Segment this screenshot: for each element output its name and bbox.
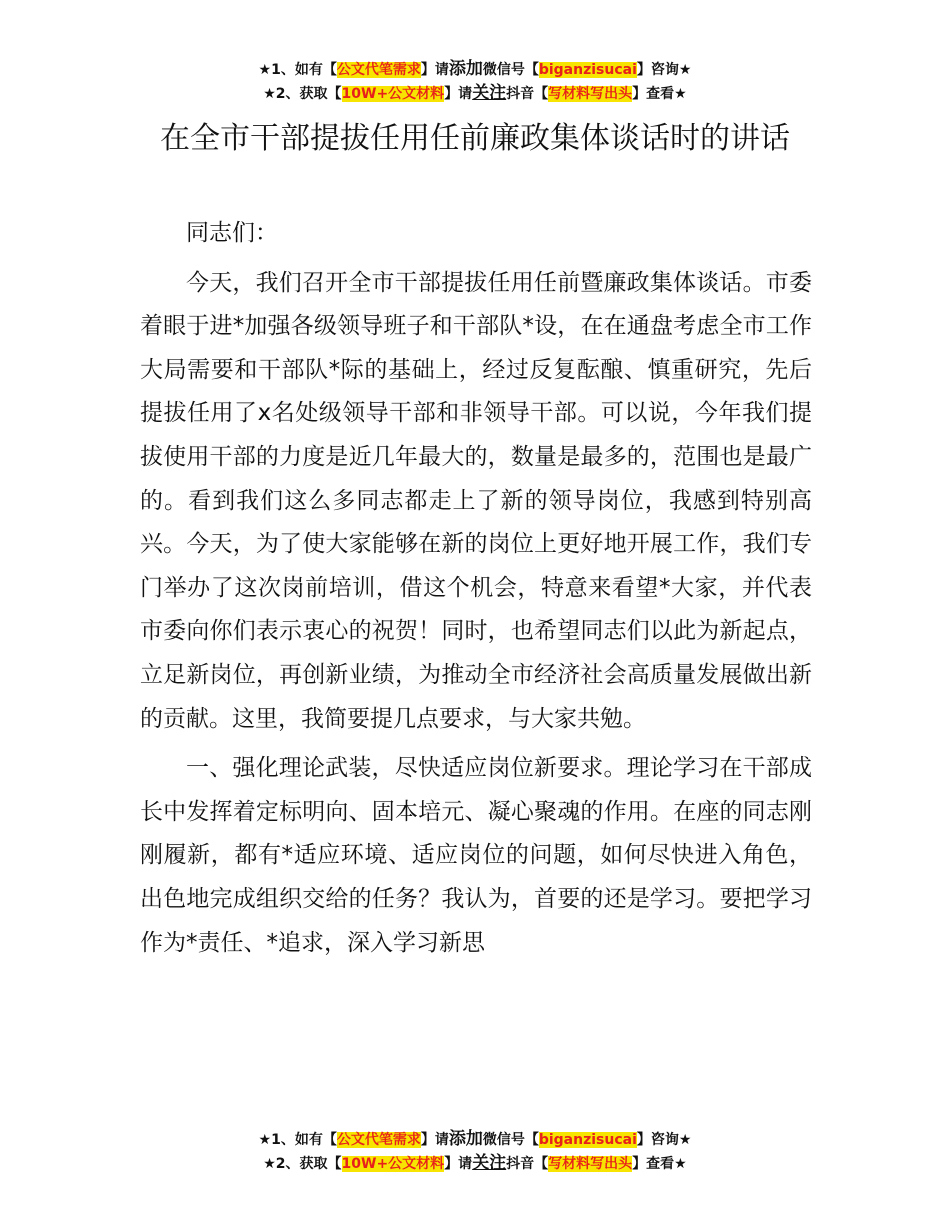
banner-text: 】请 (420, 1132, 449, 1148)
banner-text: 】咨询★ (636, 1132, 692, 1148)
banner-line-2 (0, 1152, 950, 1176)
banner-highlight: biganzisucai (538, 1132, 637, 1148)
banner-text: 微信号【 (482, 1132, 539, 1148)
document-title: 在全市干部提拔任用任前廉政集体谈话时的讲话 (160, 121, 790, 156)
banner-text: ★1、如有【 (258, 1132, 337, 1148)
banner-emphasis: 关注 (472, 83, 507, 103)
banner-highlight: 公文代笔需求 (336, 62, 421, 78)
banner-highlight: 写材料写出头 (548, 86, 633, 102)
banner-highlight: 10W+公文材料 (341, 86, 445, 102)
banner-highlight: 写材料写出头 (548, 1156, 633, 1172)
banner-highlight: 10W+公文材料 (341, 1156, 445, 1172)
banner-text: ★1、如有【 (258, 62, 337, 78)
banner-emphasis: 关注 (472, 1153, 507, 1173)
banner-text: ★2、获取【 (263, 1156, 342, 1172)
banner-text: 微信号【 (482, 62, 539, 78)
banner-highlight: 公文代笔需求 (336, 1132, 421, 1148)
header-banner (0, 58, 950, 106)
banner-line-2 (0, 82, 950, 106)
banner-text: 】查看★ (632, 1156, 687, 1172)
paragraph: 一、强化理论武装，尽快适应岗位新要求。理论学习在干部成长中发挥着定标明向、固本培元、凝心聚魂的作用。在座的同志刚刚履新，都有*适应环境、适应岗位的问题，如何尽快进入角色，出色地完成组织交给的任务？我认为，首要的还是学习。要把学习作为*责任、*追求，深入学习新思 (140, 755, 812, 956)
banner-emphasis: 添加 (448, 1129, 483, 1149)
banner-text: 抖音【 (506, 86, 549, 102)
banner-highlight: biganzisucai (538, 62, 637, 78)
banner-line-1 (0, 58, 950, 82)
banner-text: 】请 (420, 62, 449, 78)
banner-text: 】查看★ (632, 86, 687, 102)
footer-banner (0, 1128, 950, 1176)
banner-text: ★2、获取【 (263, 86, 342, 102)
salutation: 同志们： (186, 220, 278, 246)
banner-text: 抖音【 (506, 1156, 549, 1172)
banner-text: 】请 (444, 86, 473, 102)
document-body (140, 212, 812, 971)
banner-text: 】请 (444, 1156, 473, 1172)
banner-line-1 (0, 1128, 950, 1152)
banner-text: 】咨询★ (636, 62, 692, 78)
banner-emphasis: 添加 (448, 59, 483, 79)
paragraph: 今天，我们召开全市干部提拔任用任前暨廉政集体谈话。市委着眼于进*加强各级领导班子和干部队*设，在在通盘考虑全市工作大局需要和干部队*际的基础上，经过反复酝酿、慎重研究，先后提拔任用了x名处级领导干部和非领导干部。可以说，今年我们提拔使用干部的力度是近几年最大的，数量是最多的，范围也是最广的。看到我们这么多同志都走上了新的领导岗位，我感到特别高兴。今天，为了使大家能够在新的岗位上更好地开展工作，我们专门举办了这次岗前培训，借这个机会，特意来看望*大家，并代表市委向你们表示衷心的祝贺！同时，也希望同志们以此为新起点，立足新岗位，再创新业绩，为推动全市经济社会高质量发展做出新的贡献。这里，我简要提几点要求，与大家共勉。 (140, 269, 812, 732)
